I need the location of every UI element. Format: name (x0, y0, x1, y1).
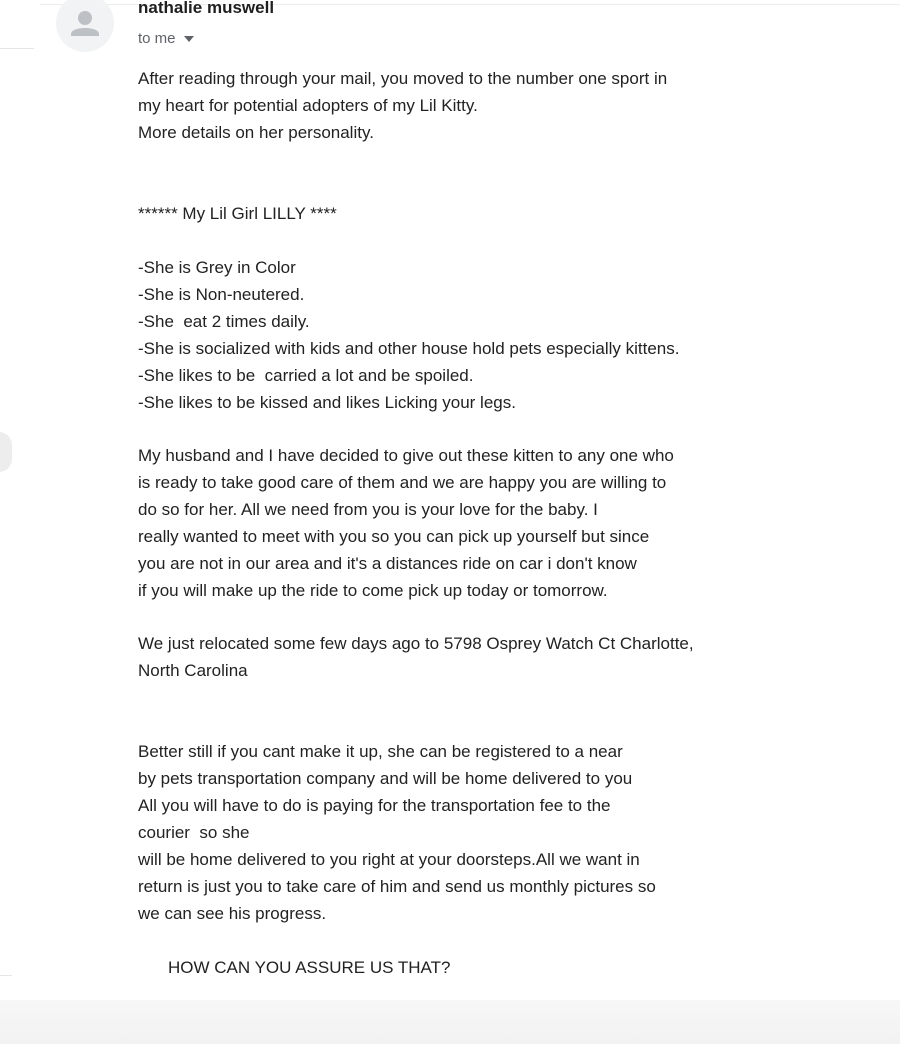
chevron-down-icon[interactable] (184, 36, 194, 42)
left-divider (0, 975, 12, 976)
recipient-details-toggle[interactable] (138, 30, 194, 47)
paragraph-line: My husband and I have decided to give out these kitten to any one who (138, 446, 674, 465)
paragraph-line: courier so she (138, 823, 250, 842)
paragraph-line: really wanted to meet with you so you can pick up yourself but since (138, 527, 650, 546)
paragraph-line: is ready to take good care of them and we are happy you are willing to (138, 473, 667, 492)
trait-line: -She is Non-neutered. (138, 285, 305, 304)
trait-line: -She is Grey in Color (138, 258, 296, 277)
bottom-bar (0, 1000, 900, 1044)
address-line: North Carolina (138, 661, 248, 680)
closing-question: HOW CAN YOU ASSURE US THAT? (168, 958, 451, 977)
trait-line: -She likes to be kissed and likes Licking your legs. (138, 393, 516, 412)
left-divider (0, 48, 34, 49)
pet-heading: ****** My Lil Girl LILLY **** (138, 204, 337, 223)
paragraph-line: if you will make up the ride to come pick up today or tomorrow. (138, 581, 608, 600)
paragraph-line: Better still if you cant make it up, she can be registered to a near (138, 742, 623, 761)
paragraph-line: do so for her. All we need from you is your love for the baby. I (138, 500, 598, 519)
paragraph-line: you are not in our area and it's a distances ride on car i don't know (138, 554, 637, 573)
paragraph-line: we can see his progress. (138, 904, 327, 923)
paragraph-line: will be home delivered to you right at your doorsteps.All we want in (138, 850, 640, 869)
trait-line: -She likes to be carried a lot and be spoiled. (138, 366, 474, 385)
side-panel-handle[interactable] (0, 432, 12, 472)
trait-line: -She eat 2 times daily. (138, 312, 310, 331)
paragraph-line: by pets transportation company and will be home delivered to you (138, 769, 633, 788)
sender-name[interactable]: nathalie muswell (138, 0, 275, 17)
paragraph-line: return is just you to take care of him and send us monthly pictures so (138, 877, 656, 896)
intro-line: After reading through your mail, you moved to the number one sport in (138, 69, 668, 88)
trait-line: -She is socialized with kids and other house hold pets especially kittens. (138, 339, 680, 358)
default-person-icon[interactable] (56, 0, 114, 52)
intro-line: my heart for potential adopters of my Lil Kitty. (138, 96, 478, 115)
address-line: We just relocated some few days ago to 5798 Osprey Watch Ct Charlotte, (138, 634, 694, 653)
recipient-label: to me (138, 30, 176, 47)
paragraph-line: All you will have to do is paying for the transportation fee to the (138, 796, 611, 815)
intro-line: More details on her personality. (138, 123, 374, 142)
